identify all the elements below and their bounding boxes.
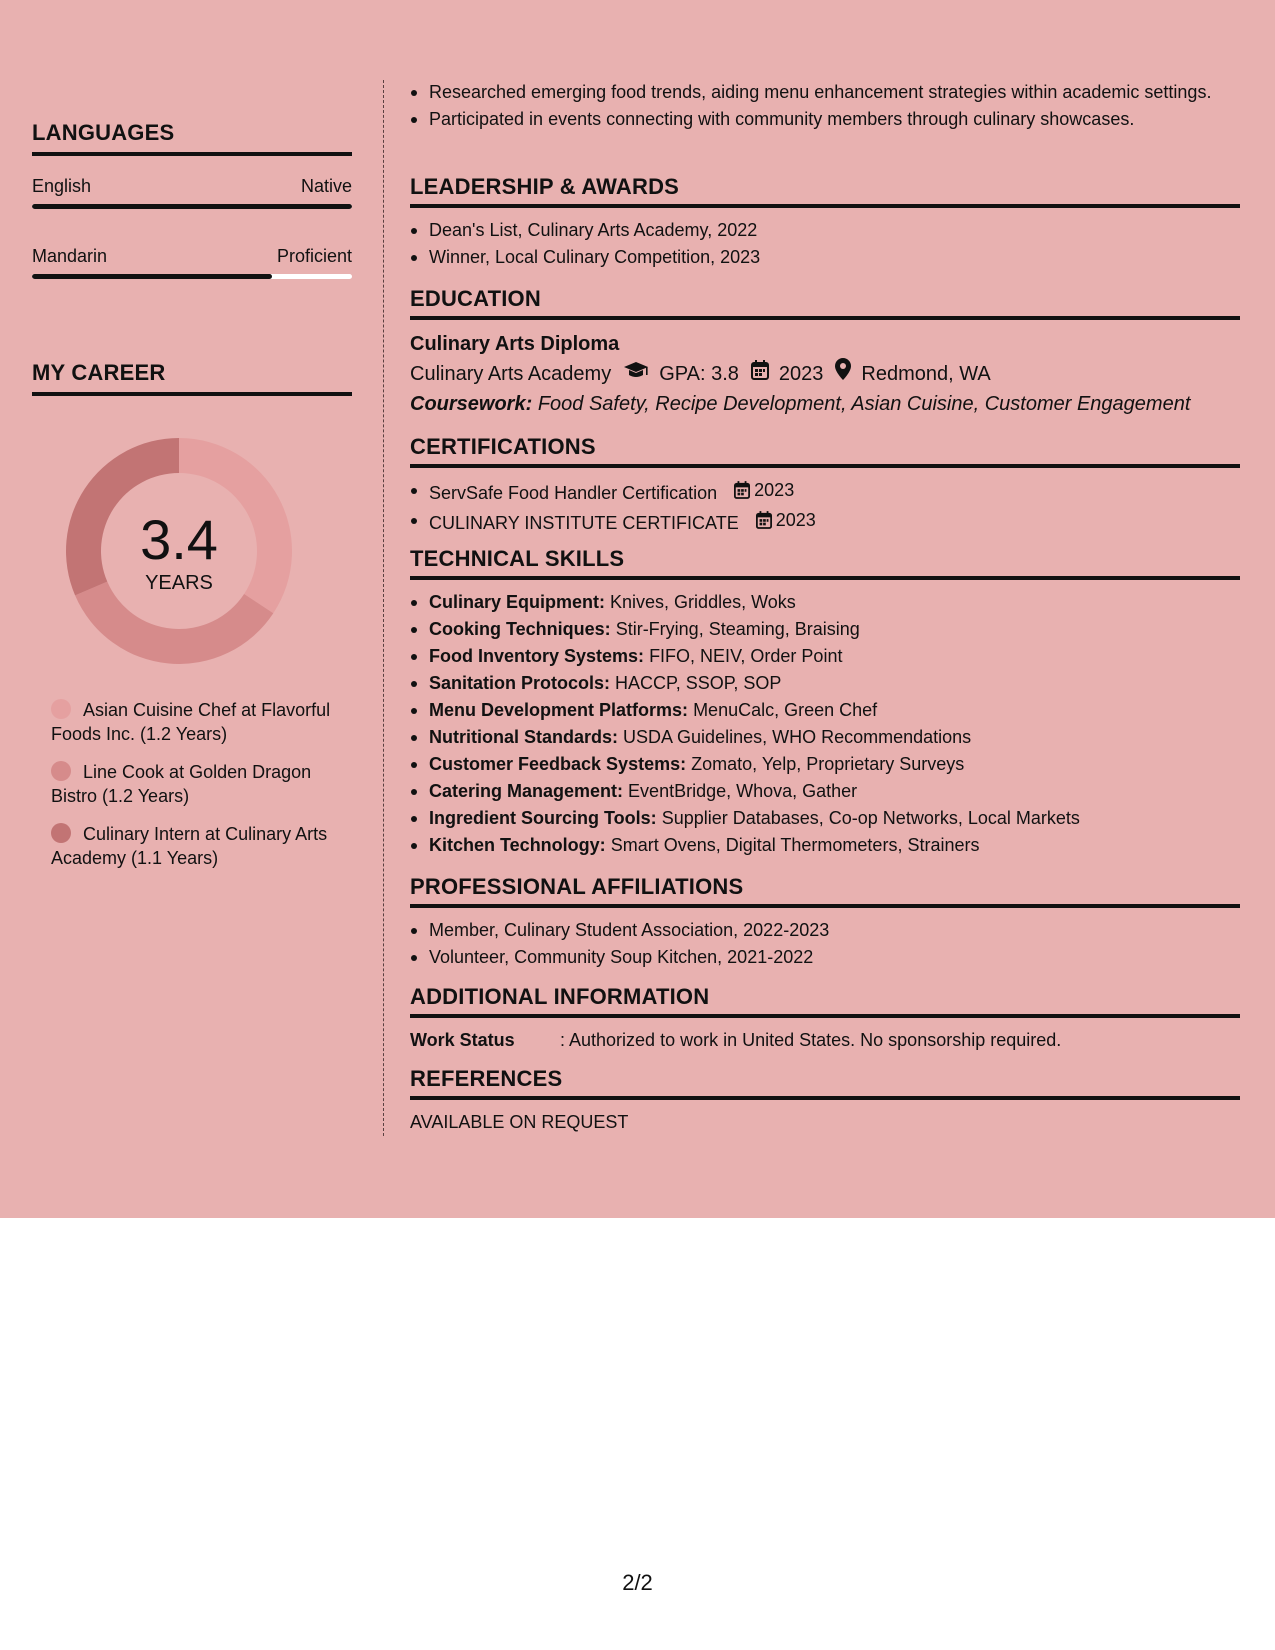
- affiliations-list: [410, 918, 1240, 969]
- leadership-item: Winner, Local Culinary Competition, 2023: [410, 245, 1240, 269]
- skill-value: EventBridge, Whova, Gather: [628, 781, 858, 801]
- certification-item: [410, 508, 1240, 535]
- references-text: AVAILABLE ON REQUEST: [410, 1112, 629, 1132]
- language-proficiency-fill: [32, 274, 272, 279]
- education-coursework: [410, 389, 1240, 419]
- references-section: [410, 1066, 1240, 1134]
- skill-label: Nutritional Standards:: [429, 727, 619, 747]
- certifications-heading: CERTIFICATIONS: [410, 434, 1240, 468]
- leadership-section: [410, 174, 1240, 272]
- skill-label: Customer Feedback Systems:: [429, 754, 687, 774]
- work-status-value: : Authorized to work in United States. No sponsorship required.: [560, 1030, 1062, 1050]
- skill-value: MenuCalc, Green Chef: [693, 700, 878, 720]
- career-heading: MY CAREER: [32, 360, 352, 396]
- technical-skills-section: [410, 546, 1240, 860]
- career-total-unit: YEARS: [145, 572, 213, 594]
- affiliations-heading: PROFESSIONAL AFFILIATIONS: [410, 874, 1240, 908]
- experience-bullet: Participated in events connecting with community members through culinary showcases.: [410, 107, 1240, 131]
- career-legend-item: [51, 760, 351, 808]
- language-row-english: [32, 176, 352, 216]
- language-level: Proficient: [276, 246, 352, 266]
- skill-label: Sanitation Protocols:: [429, 673, 611, 693]
- education-section: [410, 286, 1240, 419]
- career-legend: [51, 698, 351, 884]
- skill-item: [410, 644, 1240, 668]
- graduation-cap-icon: [623, 359, 649, 389]
- leadership-item: Dean's List, Culinary Arts Academy, 2022: [410, 218, 1240, 242]
- language-proficiency-bar: [32, 274, 352, 279]
- skill-value: Zomato, Yelp, Proprietary Surveys: [691, 754, 965, 774]
- skills-heading: TECHNICAL SKILLS: [410, 546, 1240, 580]
- certification-item: [410, 478, 1240, 505]
- affiliations-section: [410, 874, 1240, 972]
- education-degree: Culinary Arts Diploma: [410, 333, 620, 355]
- experience-bullet: Researched emerging food trends, aiding menu enhancement strategies within academic settings.: [410, 80, 1240, 104]
- language-proficiency-fill: [32, 204, 352, 209]
- skill-label: Culinary Equipment:: [429, 592, 606, 612]
- legend-label: Culinary Intern at Culinary Arts Academy (1.1 Years): [51, 824, 328, 868]
- certification-year: 2023: [775, 510, 816, 530]
- location-pin-icon: [835, 358, 851, 389]
- skill-item: [410, 698, 1240, 722]
- skill-item: [410, 806, 1240, 830]
- skill-value: Supplier Databases, Co-op Networks, Local Markets: [661, 808, 1080, 828]
- career-donut-center: [66, 438, 292, 664]
- legend-dot-icon: [51, 823, 71, 843]
- skill-label: Catering Management:: [429, 781, 624, 801]
- language-proficiency-bar: [32, 204, 352, 209]
- skill-value: Smart Ovens, Digital Thermometers, Strainers: [610, 835, 980, 855]
- language-level: Native: [300, 176, 352, 196]
- languages-heading: LANGUAGES: [32, 120, 352, 156]
- additional-info-section: [410, 984, 1240, 1052]
- skill-value: HACCP, SSOP, SOP: [615, 673, 782, 693]
- skill-item: [410, 752, 1240, 776]
- skill-item: [410, 590, 1240, 614]
- skill-label: Food Inventory Systems:: [429, 646, 645, 666]
- education-school: Culinary Arts Academy: [410, 362, 612, 385]
- education-details: [410, 358, 1240, 389]
- skill-value: USDA Guidelines, WHO Recommendations: [623, 727, 972, 747]
- education-year: 2023: [778, 362, 824, 385]
- certification-name: CULINARY INSTITUTE CERTIFICATE: [429, 513, 739, 533]
- career-total-value: 3.4: [140, 508, 218, 571]
- skill-label: Menu Development Platforms:: [429, 700, 689, 720]
- coursework-label: Coursework:: [410, 393, 533, 415]
- certification-date: [756, 508, 816, 532]
- references-heading: REFERENCES: [410, 1066, 1240, 1100]
- coursework-list: Food Safety, Recipe Development, Asian Cuisine, Customer Engagement: [537, 393, 1191, 415]
- skill-item: [410, 833, 1240, 857]
- experience-bullets: [410, 80, 1240, 131]
- career-legend-item: [51, 822, 351, 870]
- certification-date: [734, 478, 794, 502]
- additional-heading: ADDITIONAL INFORMATION: [410, 984, 1240, 1018]
- legend-dot-icon: [51, 761, 71, 781]
- legend-label: Line Cook at Golden Dragon Bistro (1.2 Years): [51, 762, 312, 806]
- skill-item: [410, 617, 1240, 641]
- skills-list: [410, 590, 1240, 857]
- experience-continued: [410, 80, 1240, 134]
- work-status-row: [410, 1028, 1240, 1052]
- calendar-icon: [756, 511, 772, 529]
- calendar-icon: [751, 359, 769, 389]
- legend-dot-icon: [51, 699, 71, 719]
- career-donut-chart: [66, 438, 292, 664]
- language-name: English: [32, 176, 92, 196]
- affiliation-item: Member, Culinary Student Association, 2022-2023: [410, 918, 1240, 942]
- skill-value: Stir-Frying, Steaming, Braising: [615, 619, 860, 639]
- education-gpa: GPA: 3.8: [659, 362, 739, 385]
- certification-year: 2023: [754, 480, 795, 500]
- page-number: 2/2: [622, 1570, 653, 1595]
- certifications-list: [410, 478, 1240, 535]
- column-divider: [383, 80, 384, 1136]
- skill-value: FIFO, NEIV, Order Point: [649, 646, 843, 666]
- calendar-icon: [734, 481, 750, 499]
- career-legend-item: [51, 698, 351, 746]
- skill-label: Kitchen Technology:: [429, 835, 606, 855]
- affiliation-item: Volunteer, Community Soup Kitchen, 2021-2022: [410, 945, 1240, 969]
- skill-item: [410, 725, 1240, 749]
- certification-name: ServSafe Food Handler Certification: [429, 483, 718, 503]
- certifications-section: [410, 434, 1240, 538]
- work-status-label: Work Status: [410, 1030, 515, 1050]
- legend-label: Asian Cuisine Chef at Flavorful Foods Inc. (1.2 Years): [51, 700, 331, 744]
- skill-item: [410, 671, 1240, 695]
- skill-item: [410, 779, 1240, 803]
- education-location: Redmond, WA: [861, 362, 991, 385]
- leadership-list: [410, 218, 1240, 269]
- leadership-heading: LEADERSHIP & AWARDS: [410, 174, 1240, 208]
- language-name: Mandarin: [32, 246, 108, 266]
- skill-label: Ingredient Sourcing Tools:: [429, 808, 657, 828]
- education-heading: EDUCATION: [410, 286, 1240, 320]
- skill-label: Cooking Techniques:: [429, 619, 611, 639]
- skill-value: Knives, Griddles, Woks: [610, 592, 796, 612]
- language-row-mandarin: [32, 246, 352, 286]
